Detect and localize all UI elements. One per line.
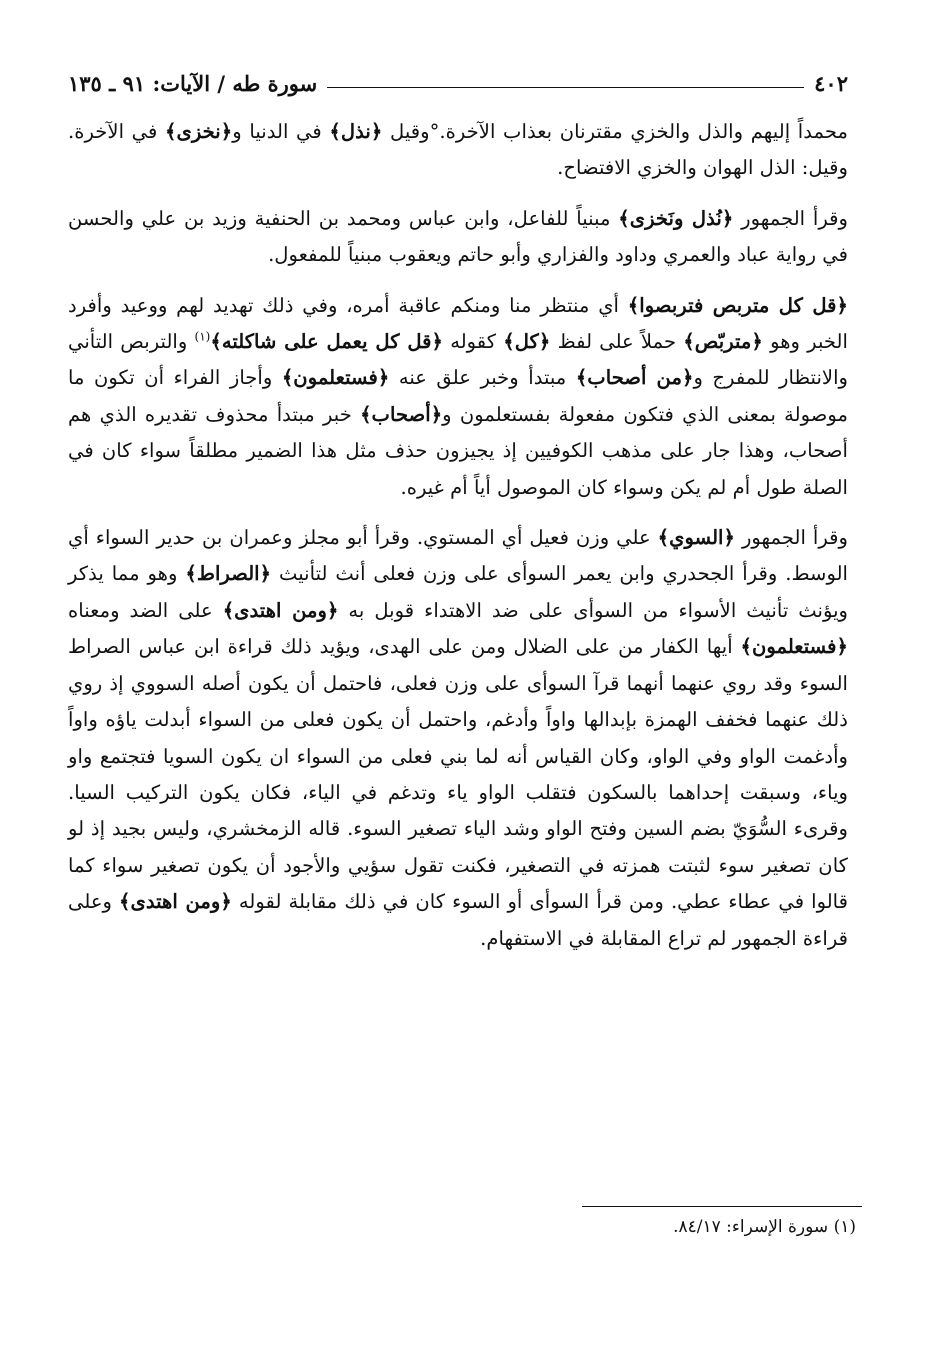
quran-quote: ﴿من أصحاب﴾ — [575, 366, 694, 390]
quran-quote: ﴿كل﴾ — [503, 330, 551, 354]
surah-title: سورة طه / الآيات: ٩١ ـ ١٣٥ — [68, 71, 318, 96]
paragraph — [68, 520, 848, 957]
footnote-rule — [582, 1206, 862, 1207]
quran-quote: ﴿أصحاب﴾ — [360, 402, 443, 426]
quran-quote: ﴿الصراط﴾ — [185, 562, 272, 586]
footnote: (١) سورة الإسراء: ٨٤/١٧. — [673, 1217, 856, 1237]
text-run: مبتدأ وخبر علق عنه — [389, 366, 576, 390]
quran-quote: ﴿نخزى﴾ — [165, 120, 233, 143]
text-run: محمداً إليهم والذل والخزي مقترنان بعذاب الآخرة.°وقيل — [382, 120, 848, 143]
quran-quote: ﴿نذل﴾ — [329, 120, 383, 143]
quran-quote: ﴿فستعلمون﴾ — [740, 635, 848, 659]
text-run: في الآخرة. وقيل: الذل الهوان والخزي الافتضاح. — [68, 120, 848, 180]
text-run: وأجاز الفراء أن تكون ما موصولة بمعنى الذي فتكون مفعولة بفستعلمون و — [68, 366, 848, 426]
text-run: خبر مبتدأ محذوف تقديره الذي هم أصحاب، وهذا جار على مذهب الكوفيين إذ يجيزون حذف مثل هذا الضمير مطلقاً سواء كان في الصلة طول أم لم يكن وسواء كان الموصول أياً أم غيره. — [68, 402, 848, 499]
quran-quote: ﴿فستعلمون﴾ — [281, 366, 390, 390]
quran-quote: ﴿نُذل ونَخزى﴾ — [618, 206, 734, 230]
text-run: على الضد ومعناه — [68, 598, 223, 622]
text-run: وعلى قراءة الجمهور لم تراع المقابلة في الاستفهام. — [68, 890, 848, 950]
body-text — [68, 114, 848, 957]
text-run: حملاً على لفظ — [550, 330, 684, 354]
text-run: أي منتظر منا ومنكم عاقبة أمره، وفي ذلك تهديد لهم ووعيد وأفرد الخبر وهو — [68, 293, 848, 354]
quran-quote: ﴿قل كل متربص فتربصوا﴾ — [627, 293, 849, 317]
text-run: في الدنيا و — [232, 120, 330, 143]
header-rule — [327, 87, 804, 88]
text-run: علي وزن فعيل أي المستوي. وقرأ أبو مجلز وعمران بن حدير السواء أي الوسط. وقرأ الجحدري وابن يعمر السوأى على وزن فعلى أنث لتأنيث — [68, 526, 848, 586]
text-run: وقرأ الجمهور — [734, 526, 848, 550]
paragraph — [68, 114, 848, 187]
quran-quote: ﴿ومن اهتدى﴾ — [119, 890, 232, 914]
quran-quote: ﴿ومن اهتدى﴾ — [222, 598, 339, 622]
quran-quote: ﴿قل كل يعمل على شاكلته﴾ — [210, 330, 444, 354]
page — [68, 62, 848, 971]
page-number: ٤٠٢ — [814, 71, 848, 96]
quran-quote: ﴿السوي﴾ — [657, 526, 735, 550]
footnote-ref: (١) — [194, 329, 211, 344]
paragraph — [68, 288, 848, 506]
text-run: مبنياً للفاعل، وابن عباس ومحمد بن الحنفية وزيد بن علي والحسن في رواية عباد والعمري وداود والفزاري وأبو حاتم ويعقوب مبنياً للمفعول. — [68, 206, 848, 267]
quran-quote: ﴿متربّص﴾ — [683, 330, 763, 354]
paragraph — [68, 201, 848, 274]
running-header — [68, 62, 848, 96]
text-run: وهو مما يذكر ويؤنث تأنيث الأسواء من السوأى على ضد الاهتداء قوبل به — [68, 562, 848, 622]
text-run: أيها الكفار من على الضلال ومن على الهدى، ويؤيد ذلك قراءة ابن عباس الصراط السوء وقد روي عنهما أنهما قرآ السوأى على وزن فعلى، فاحتمل أن يكون أصله السووي إذ روي ذلك عنهما فخفف الهمزة بإبدالها واواً وأدغم، واحتمل أن يكون فعلى من السواء أبدلت ياؤه واواً وأدغمت الواو وفي الواو، وكان القياس أنه لما بني فعلى من السواء ان يكون السويا فتجتمع واو وياء، وسبقت إحداهما بالسكون فتقلب الواو ياء وتدغم في الياء، فكان يكون التركيب السيا. وقرىء السُّوَيّ بضم السين وفتح الواو وشد الياء تصغير السوء. قاله الزمخشري، وليس بجيد إذ لو كان تصغير سوء لثبتت همزته في التصغير، فكنت تقول سؤيي والأجود أن يكون تصغير سواء كما قالوا في عطاء عطي. ومن قرأ السوأى أو السوء كان في ذلك مقابلة لقوله — [68, 635, 848, 914]
text-run: كقوله — [443, 330, 504, 354]
text-run: والتربص التأني والانتظار للمفرج و — [68, 330, 849, 390]
text-run: وقرأ الجمهور — [733, 206, 849, 230]
